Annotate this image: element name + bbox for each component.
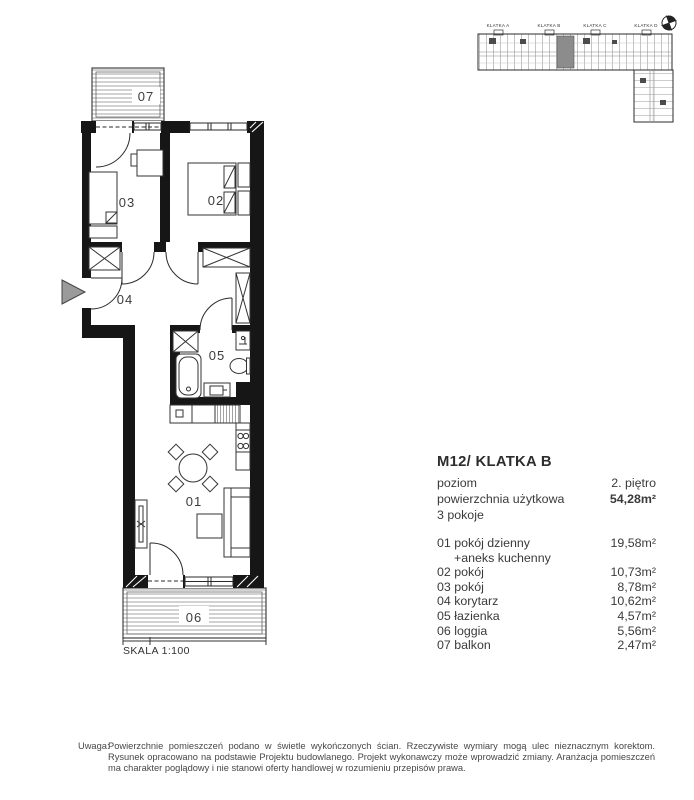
room-name: 07 balkon — [437, 638, 491, 653]
coffee-table — [197, 514, 222, 538]
room-area: 5,56m² — [617, 623, 656, 638]
room-list-item — [437, 580, 656, 595]
meta-row-pokoje — [437, 507, 656, 523]
room-list-item — [437, 594, 656, 609]
window-living — [185, 577, 233, 586]
room-area: 19,58m² — [610, 536, 656, 550]
door-bathroom — [200, 298, 232, 330]
minimap-label-klatka-c: KLATKA C — [583, 23, 607, 28]
room-name: 02 pokój — [437, 565, 484, 580]
disclaimer-label: Uwaga: — [78, 741, 110, 751]
wardrobe-hallway — [236, 273, 250, 323]
apartment-info-panel — [437, 454, 656, 653]
room-area: 4,57m² — [617, 608, 656, 623]
bathtub — [176, 354, 201, 398]
room-name: 03 pokój — [437, 579, 484, 594]
room-label-02: 02 — [207, 193, 225, 208]
dining-table — [168, 444, 218, 492]
room-list-item — [437, 609, 656, 624]
door-room02 — [166, 252, 198, 284]
room-list-item — [437, 638, 656, 653]
room-name: 06 loggia — [437, 623, 488, 638]
room-name: 01 pokój dzienny — [437, 536, 530, 550]
minimap-label-klatka-a: KLATKA A — [486, 23, 510, 28]
desk-room03 — [131, 150, 163, 176]
apartment-plan — [62, 68, 266, 657]
washbasin — [204, 383, 230, 397]
kitchen-stove — [236, 423, 250, 470]
toilet — [230, 358, 250, 374]
compass-north-icon — [659, 13, 680, 34]
meta-value: 2. piętro — [611, 476, 656, 490]
room-area: 2,47m² — [617, 638, 656, 653]
meta-row-powierzchnia — [437, 491, 656, 507]
window-room02 — [190, 123, 247, 130]
building-overview-map — [478, 13, 679, 122]
sofa — [224, 488, 250, 557]
minimap-label-klatka-d: KLATKA D — [634, 23, 658, 28]
door-loggia — [150, 543, 183, 575]
door-balcony-room03 — [96, 133, 130, 167]
nightstand-room02-top — [238, 163, 250, 187]
disclaimer-text: Powierzchnie pomieszczeń podano w świetle wykończonych ścian. Rzeczywiste wymiary mogą ulec nieznacznym korektom. Rysunek opracowano na podstawie Projektu budowlanego. Projekt wykonawczy może wprowadzić zmiany. Aranżacja pomieszczeń ma charakter poglądowy i nie stanowi oferty handlowej w rozumieniu przepisów prawa. — [108, 741, 655, 773]
entrance-arrow-icon — [62, 280, 85, 304]
room-label-05: 05 — [208, 348, 226, 363]
wardrobe-room03 — [89, 247, 120, 270]
kitchen-counter — [170, 405, 240, 423]
room-name: +aneks kuchenny — [454, 550, 551, 565]
bathroom-sink — [236, 331, 250, 350]
washing-machine — [173, 331, 198, 352]
window-room03 — [134, 123, 161, 130]
apartment-title: M12/ KLATKA B — [437, 454, 552, 470]
meta-label: 3 pokoje — [437, 508, 484, 522]
room-area: 10,62m² — [610, 594, 656, 609]
scale-label: SKALA 1:100 — [123, 645, 190, 657]
room-area: 10,73m² — [610, 565, 656, 580]
legal-disclaimer — [78, 741, 655, 774]
room-area: 8,78m² — [617, 579, 656, 594]
room-label-03: 03 — [118, 195, 136, 210]
room-label-07: 07 — [137, 89, 155, 104]
meta-value: 54,28m² — [609, 492, 656, 506]
room-area-list — [437, 536, 656, 653]
meta-label: poziom — [437, 476, 477, 490]
meta-row-poziom — [437, 475, 656, 491]
door-room03 — [122, 252, 154, 284]
room-label-01: 01 — [185, 494, 203, 509]
room-label-06: 06 — [185, 610, 203, 625]
meta-label: powierzchnia użytkowa — [437, 492, 565, 506]
room-label-04: 04 — [116, 292, 134, 307]
tv-cabinet — [135, 500, 147, 548]
room-name: 05 łazienka — [437, 608, 500, 623]
room-list-item — [437, 624, 656, 639]
room-name: 04 korytarz — [437, 594, 499, 609]
minimap-label-klatka-b: KLATKA B — [537, 23, 561, 28]
highlighted-unit-marker — [557, 36, 574, 68]
room-list-item — [437, 565, 656, 580]
bed-room03 — [89, 172, 117, 238]
room-list-item — [437, 536, 656, 551]
wardrobe-room02 — [203, 248, 250, 267]
nightstand-room02-bottom — [238, 191, 250, 215]
room-list-item — [437, 551, 656, 566]
